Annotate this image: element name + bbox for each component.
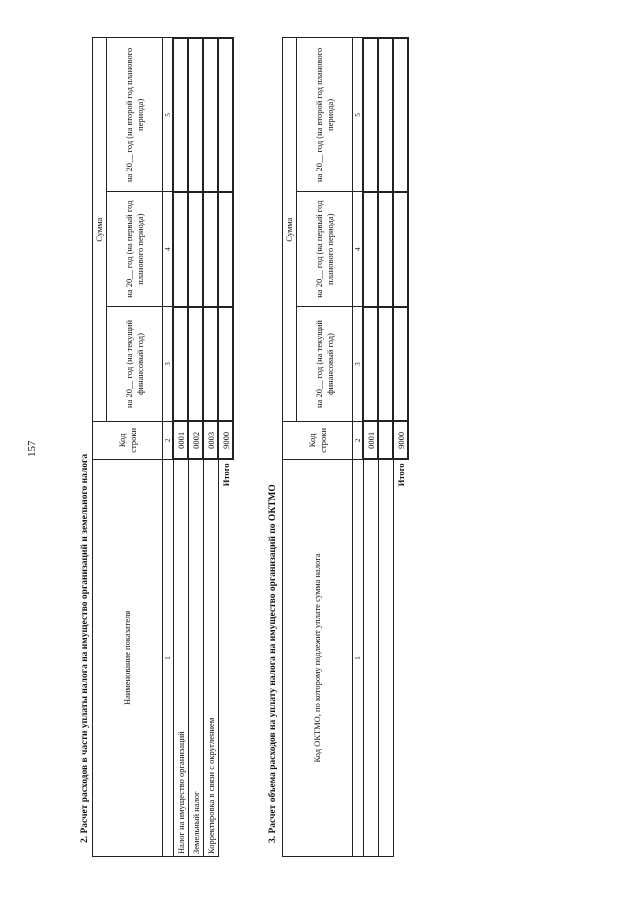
s2-row2-col5[interactable] xyxy=(188,38,203,192)
s3-header-name: Код ОКТМО, по которому подлежит уплате сумма налога xyxy=(283,459,353,856)
s3-row2-code xyxy=(378,421,393,459)
s2-header-sum: Сумма xyxy=(93,38,107,421)
s2-index-1: 1 xyxy=(163,459,174,856)
page-number: 157 xyxy=(26,440,38,457)
s3-row2-col5[interactable] xyxy=(378,38,393,192)
table-row xyxy=(203,38,218,857)
s3-row2-col4[interactable] xyxy=(378,192,393,307)
s3-index-4: 4 xyxy=(353,192,364,307)
s3-header-col4: на 20__ год (на первый год планового периода) xyxy=(297,192,353,307)
s3-total-row xyxy=(393,38,408,857)
s2-row3-code: 0003 xyxy=(203,421,218,459)
s2-row1-col5[interactable] xyxy=(173,38,188,192)
s3-header-col3: на 20__ год (на текущий финансовый год) xyxy=(297,307,353,422)
s2-row3-col5[interactable] xyxy=(203,38,218,192)
s2-row1-name: Налог на имущество организаций xyxy=(173,459,188,856)
s2-total-col5[interactable] xyxy=(218,38,233,192)
s3-row1-col4[interactable] xyxy=(363,192,378,307)
table-row xyxy=(378,38,393,857)
section3-title: 3. Расчет объема расходов на уплату налога на имущество организаций по ОКТМО xyxy=(268,484,278,843)
s3-header-col5: на 20__ год (на второй год планового периода) xyxy=(297,38,353,192)
s3-index-3: 3 xyxy=(353,307,364,422)
s2-index-5: 5 xyxy=(163,38,174,192)
s3-index-5: 5 xyxy=(353,38,364,192)
s2-row3-col4[interactable] xyxy=(203,192,218,307)
s3-total-col5[interactable] xyxy=(393,38,408,192)
s2-total-row xyxy=(218,38,233,857)
s3-header-sum: Сумма xyxy=(283,38,297,421)
s2-header-code: Код строки xyxy=(93,421,163,459)
section3-table xyxy=(282,37,409,857)
s2-total-label: Итого xyxy=(220,463,231,487)
s2-header-col4: на 20__ год (на первый год планового периода) xyxy=(107,192,163,307)
s3-total-code: 9000 xyxy=(393,421,408,459)
s2-index-4: 4 xyxy=(163,192,174,307)
s3-total-col3[interactable] xyxy=(393,307,408,422)
s3-index-1: 1 xyxy=(353,459,364,856)
s3-row1-col3[interactable] xyxy=(363,307,378,422)
s2-row1-col4[interactable] xyxy=(173,192,188,307)
s2-total-col3[interactable] xyxy=(218,307,233,422)
section2-table xyxy=(92,37,234,857)
s3-header-code: Код строки xyxy=(283,421,353,459)
s2-row1-col3[interactable] xyxy=(173,307,188,422)
s2-index-3: 3 xyxy=(163,307,174,422)
s2-row2-col4[interactable] xyxy=(188,192,203,307)
table-row xyxy=(188,38,203,857)
s2-row2-code: 0002 xyxy=(188,421,203,459)
s2-row1-code: 0001 xyxy=(173,421,188,459)
table-row xyxy=(363,38,378,857)
section2-title: 2. Расчет расходов в части уплаты налога на имущество организаций и земельного налога xyxy=(80,453,90,843)
s3-row2-col3[interactable] xyxy=(378,307,393,422)
s2-row3-name: Корректировка в связи с округлением xyxy=(203,459,218,856)
s2-row3-col3[interactable] xyxy=(203,307,218,422)
s2-index-2: 2 xyxy=(163,421,174,459)
s2-total-code: 9000 xyxy=(218,421,233,459)
s3-row1-name[interactable] xyxy=(363,459,378,856)
s2-header-col3: на 20__ год (на текущий финансовый год) xyxy=(107,307,163,422)
s3-total-col4[interactable] xyxy=(393,192,408,307)
s3-total-label: Итого xyxy=(395,463,406,487)
s3-row1-col5[interactable] xyxy=(363,38,378,192)
s3-index-row xyxy=(353,38,364,857)
s3-row2-name[interactable] xyxy=(378,459,393,856)
s2-header-name: Наименование показателя xyxy=(93,459,163,856)
s2-header-col5: на 20__ год (на второй год планового периода) xyxy=(107,38,163,192)
s2-row2-name: Земельный налог xyxy=(188,459,203,856)
s3-index-2: 2 xyxy=(353,421,364,459)
s2-total-col4[interactable] xyxy=(218,192,233,307)
table-row xyxy=(173,38,188,857)
s2-index-row xyxy=(163,38,174,857)
s2-row2-col3[interactable] xyxy=(188,307,203,422)
s3-row1-code: 0001 xyxy=(363,421,378,459)
